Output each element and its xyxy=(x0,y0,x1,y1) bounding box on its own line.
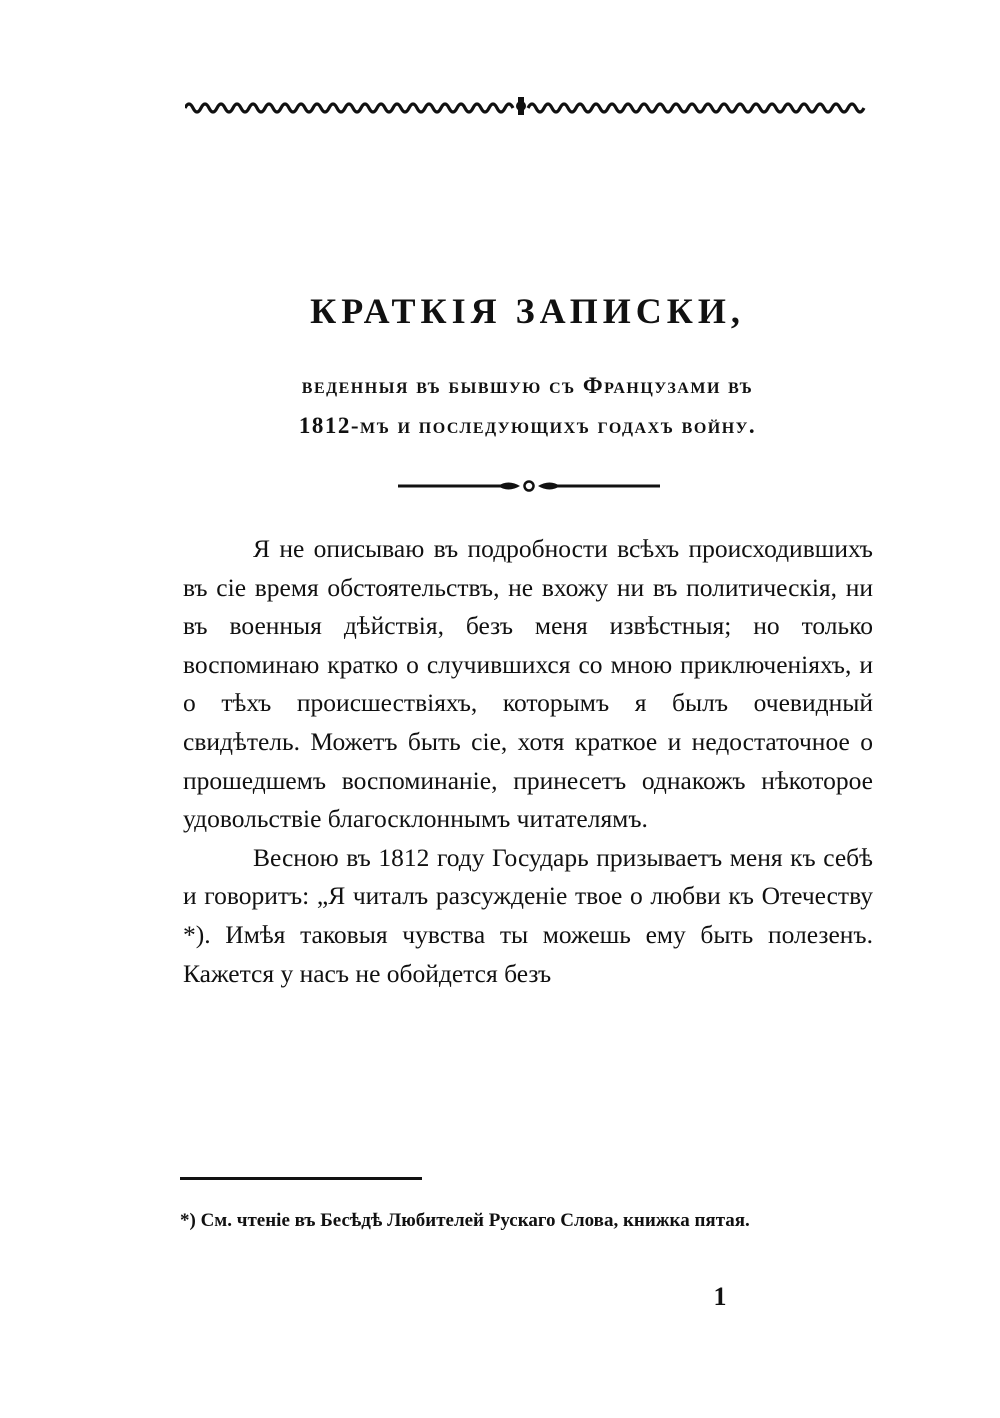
subtitle-line-2: 1812-мъ и последующихъ годахъ войну. xyxy=(298,413,757,438)
paragraph-2: Весною въ 1812 году Государь призываетъ меня къ себѣ и говоритъ: „Я читалъ разсужденіе твое о любви къ Отечеству *). Имѣя таковыя чувства ты можешь ему быть полезенъ. Кажется у насъ не обойдется безъ xyxy=(183,842,873,988)
divider-ornament xyxy=(398,475,660,497)
footnote-separator xyxy=(180,1177,422,1180)
page-number: 1 xyxy=(713,1282,727,1311)
footnote: *) См. чтеніе въ Бесѣдѣ Любителей Рускаго Слова, книжка пятая. xyxy=(180,1210,750,1231)
paragraph-1: Я не описываю въ подробности всѣхъ происходившихъ въ сіе время обстоятельствъ, не вхожу ни въ политическія, ни въ военныя дѣйствія, безъ меня извѣстныя; но только воспоминаю кратко о случившихся со мною приключеніяхъ, и о тѣхъ происшествіяхъ, которымъ я былъ очевидный свидѣтель. Можетъ быть сіе, хотя краткое и недостаточное о прошедшемъ воспоминаніе, принесетъ однакожъ нѣкоторое удовольствіе благосклоннымъ читателямъ. xyxy=(183,534,873,834)
document-title: КРАТКІЯ ЗАПИСКИ, xyxy=(310,291,745,331)
header-ornament xyxy=(185,94,870,118)
document-subtitle xyxy=(185,366,870,446)
subtitle-line-1: веденныя въ бывшую съ Французами въ xyxy=(301,373,754,398)
main-text xyxy=(183,530,873,993)
